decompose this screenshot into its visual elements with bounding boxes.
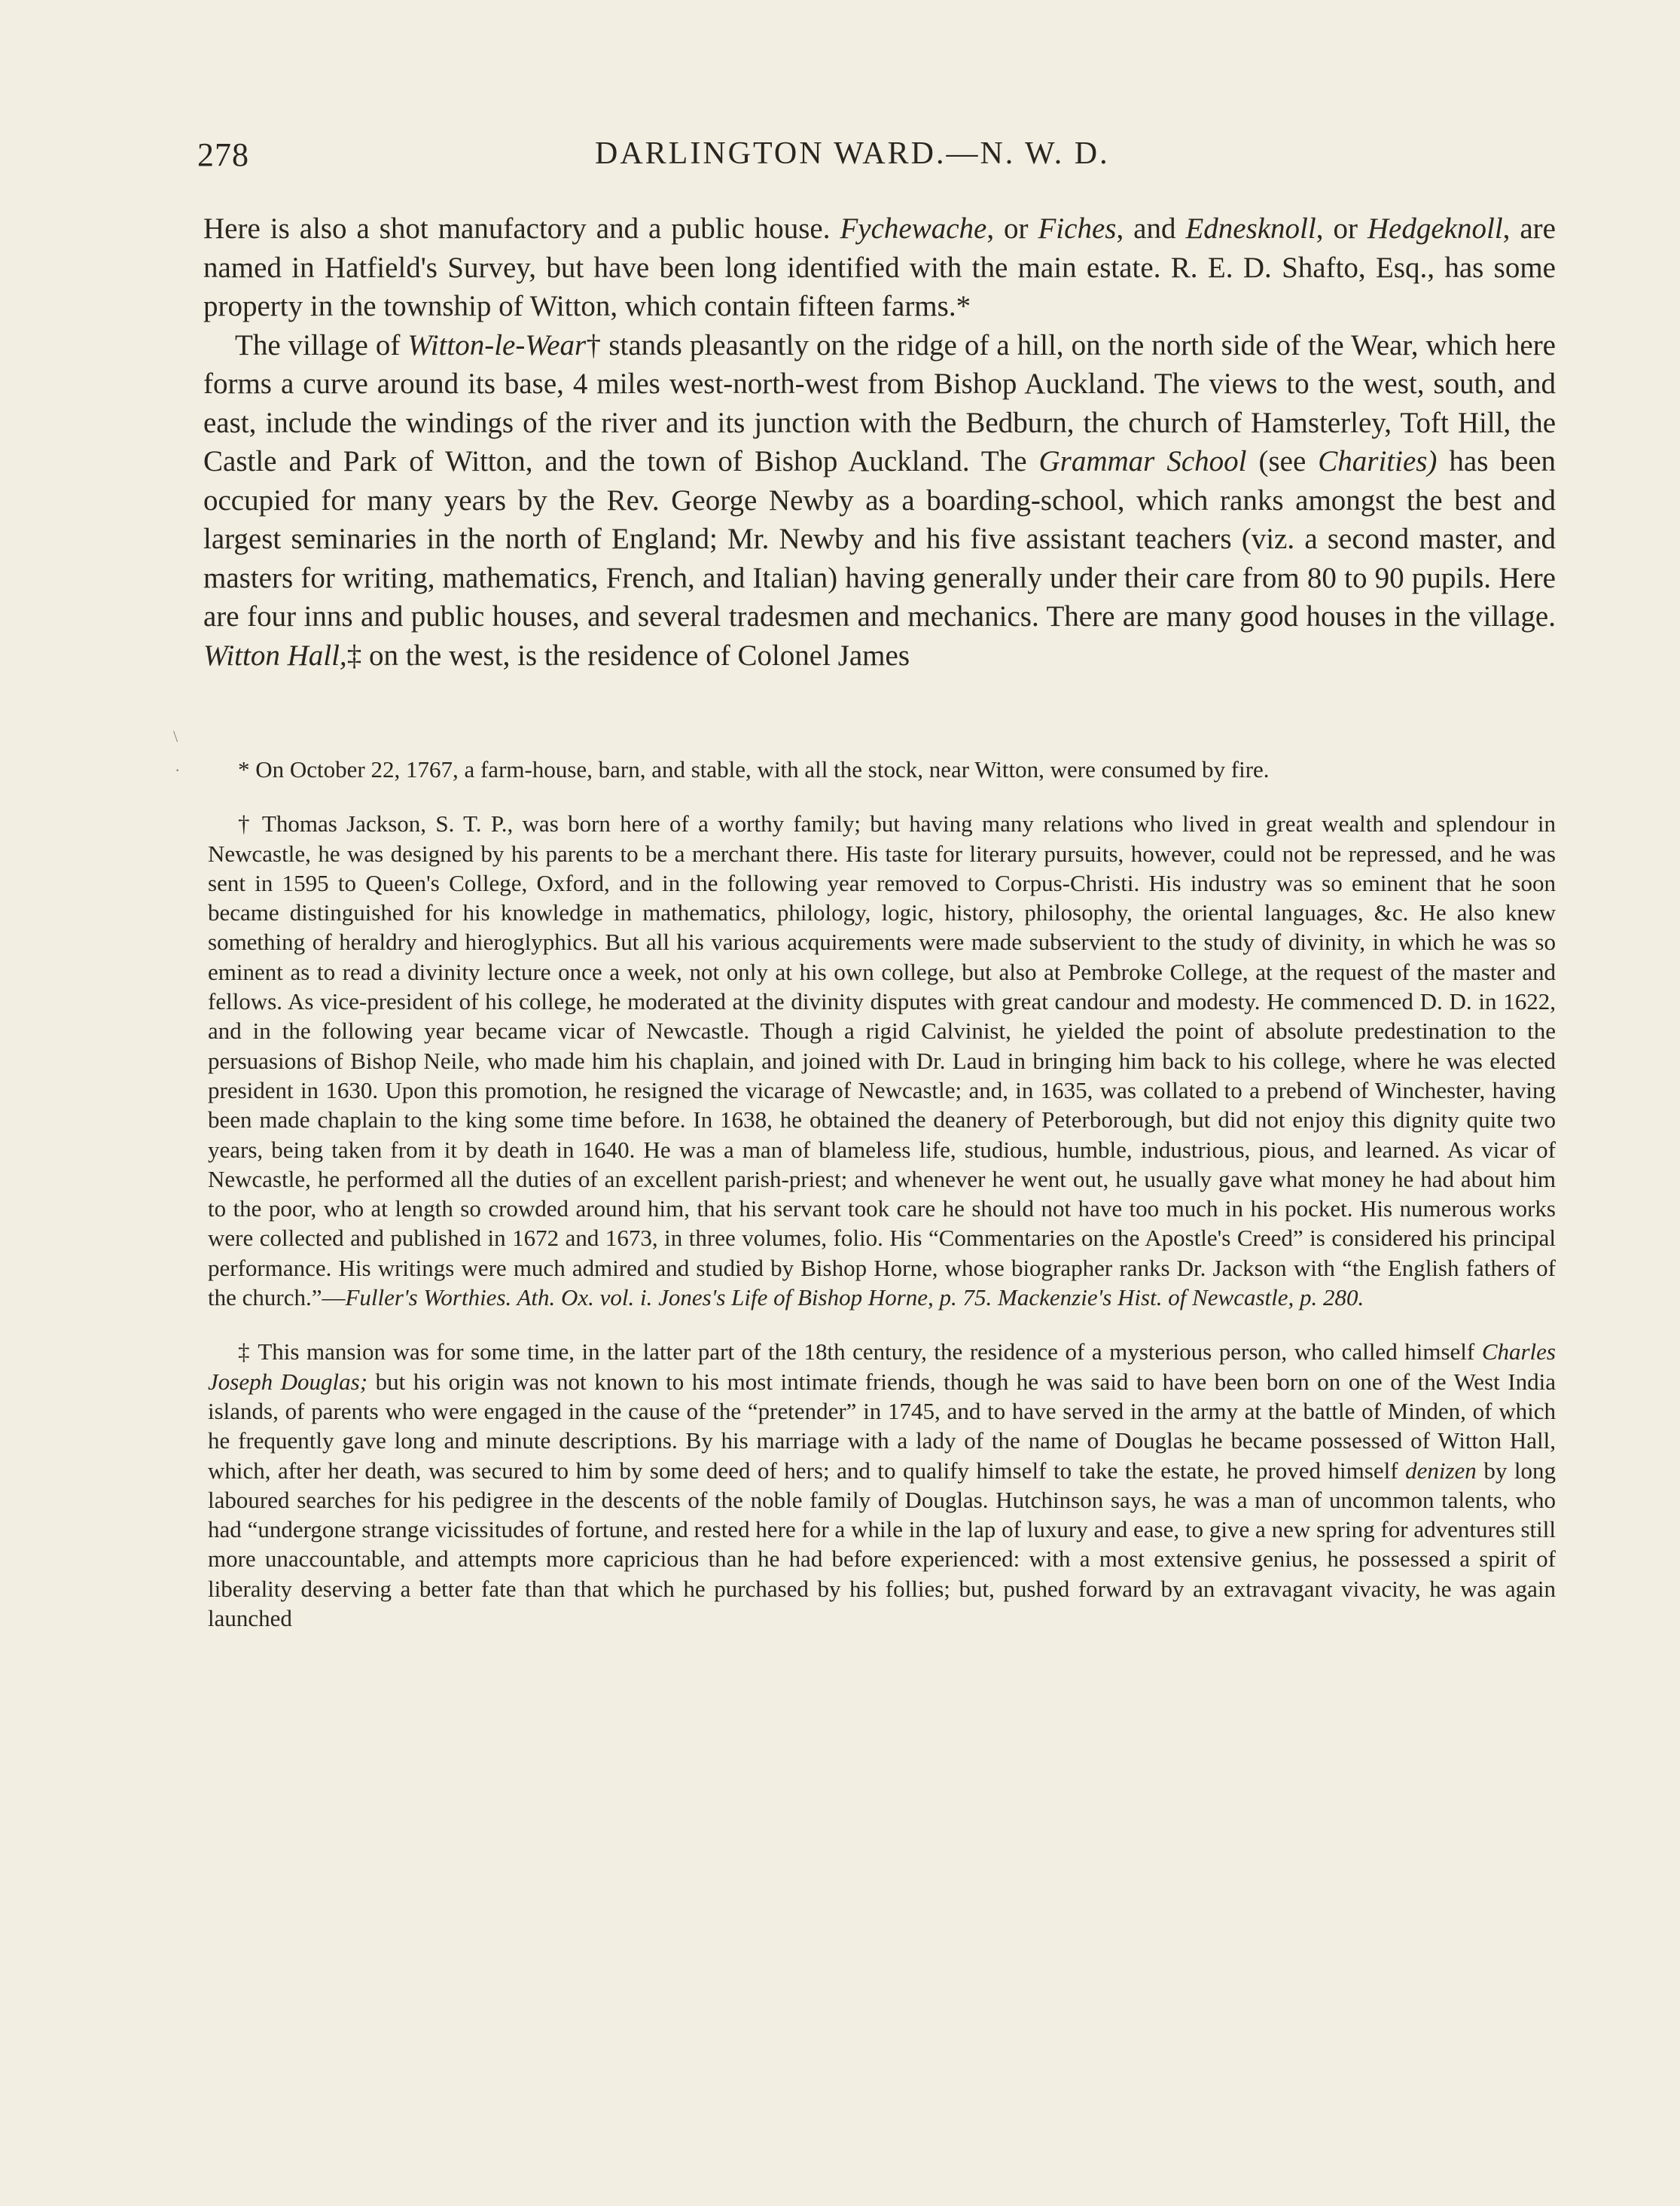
footnote-1: * On October 22, 1767, a farm-house, barn, and stable, with all the stock, near Witton, were consumed by fire. <box>238 756 1270 783</box>
running-head <box>197 136 1553 181</box>
italic-text: Charities) <box>1318 445 1438 478</box>
italic-text: Charles Joseph Douglas; <box>208 1338 1556 1395</box>
italic-text: Witton Hall, <box>203 639 347 672</box>
footnote-2: † Thomas Jackson, S. T. P., was born here of a worthy family; but having many relations who lived in great wealth and splendour in Newcastle, he was designed by his parents to be a merchant there. His taste for literary pursuits, however, could not be repressed, and he was sent in 1595 to Queen's College, Oxford, and in the following year removed to Corpus-Christi. His industry was so eminent that he soon became distinguished for his knowledge in mathematics, philology, logic, history, philosophy, the oriental languages, &c. He also knew something of heraldry and hieroglyphics. But all his various acquirements were made subservient to the study of divinity, in which he was so eminent as to read a divinity lecture once a week, not only at his own college, but also at Pembroke College, at the request of the master and fellows. As vice-president of his college, he moderated at the divinity disputes with great candour and modesty. He commenced D. D. in 1622, and in the following year became vicar of Newcastle. Though a rigid Calvinist, he yielded the point of absolute predestination to the persuasions of Bishop Neile, who made him his chaplain, and joined with Dr. Laud in bringing him back to his college, where he was elected president in 1630. Upon this promotion, he resigned the vicarage of Newcastle; and, in 1635, was collated to a prebend of Winchester, having been made chaplain to the king some time before. In 1638, he obtained the deanery of Peterborough, but did not enjoy this dignity quite two years, being taken from it by death in 1640. He was a man of blameless life, studious, humble, industrious, pious, and learned. As vicar of Newcastle, he performed all the duties of an excellent parish-priest; and whenever he went out, he usually gave what money he had about him to the poor, who at length so crowded around him, that his servant took care he should not have too much in his pocket. His numerous works were collected and published in 1672 and 1673, in three volumes, folio. His “Commentaries on the Apostle's Creed” is considered his principal performance. His writings were much admired and studied by Bishop Horne, whose biographer ranks Dr. Jackson with “the English fathers of the church.”—Fuller's Worthies. Ath. Ox. vol. i. Jones's Life of Bishop Horne, p. 75. Mackenzie's Hist. of Newcastle, p. 280. <box>208 810 1556 1311</box>
italic-text: Fychewache <box>840 212 987 245</box>
main-paragraph-2: The village of Witton-le-Wear† stands pleasantly on the ridge of a hill, on the north side of the Wear, which here forms a curve around its base, 4 miles west-north-west from Bishop Auckland. The views to the west, south, and east, include the windings of the river and its junction with the Bedburn, the church of Hamsterley, Toft Hill, the Castle and Park of Witton, and the town of Bishop Auckland. The Grammar School (see Charities) has been occupied for many years by the Rev. George Newby as a boarding-school, which ranks amongst the best and largest seminaries in the north of England; Mr. Newby and his five assistant teachers (viz. a second master, and masters for writing, mathematics, French, and Italian) having generally under their care from 80 to 90 pupils. Here are four inns and public houses, and several tradesmen and mechanics. There are many good houses in the village. Witton Hall,‡ on the west, is the residence of Colonel James <box>203 328 1556 672</box>
main-text <box>203 209 1556 675</box>
main-paragraph-1: Here is also a shot manufactory and a public house. Fychewache, or Fiches, and Ednesknoll, or Hedgeknoll, are named in Hatfield's Survey, but have been long identified with the main estate. R. E. D. Shafto, Esq., has some property in the township of Witton, which contain fifteen farms.* <box>203 212 1556 322</box>
italic-text: denizen <box>1405 1457 1477 1484</box>
margin-mark: \ <box>173 727 178 746</box>
italic-text: Grammar School <box>1038 445 1247 478</box>
italic-text: Ednesknoll <box>1185 212 1316 245</box>
footnotes <box>208 755 1556 1658</box>
italic-text: Fiches <box>1038 212 1117 245</box>
footnote-3: ‡ This mansion was for some time, in the latter part of the 18th century, the residence of a mysterious person, who called himself Charles Joseph Douglas; but his origin was not known to his most intimate friends, though he was said to have been born on one of the West India islands, of parents who were engaged in the cause of the “pretender” in 1745, and to have served in the army at the battle of Minden, of which he frequently gave long and minute descriptions. By his marriage with a lady of the name of Douglas he became possessed of Witton Hall, which, after her death, was secured to him by some deed of hers; and to qualify himself to take the estate, he proved himself denizen by long laboured searches for his pedigree in the descents of the noble family of Douglas. Hutchinson says, he was a man of uncommon talents, who had “undergone strange vicissitudes of fortune, and rested here for a while in the lap of luxury and ease, to give a new spring for adventures still more unaccountable, and attempts more capricious than he had before experienced: with a most extensive genius, he possessed a spirit of liberality deserving a better fate than that which he purchased by his follies; but, pushed forward by an extravagant vivacity, he was again launched <box>208 1338 1556 1632</box>
page-number: 278 <box>197 136 249 173</box>
italic-text: Witton-le-Wear <box>407 328 587 362</box>
italic-text: Hedgeknoll <box>1367 212 1503 245</box>
page-heading: DARLINGTON WARD.—N. W. D. <box>595 136 1110 171</box>
margin-dot: · <box>175 761 181 780</box>
italic-text: Fuller's Worthies. Ath. Ox. vol. i. Jones's Life of Bishop Horne, p. 75. Mackenzie's Hist. of Newcastle, p. 280. <box>345 1284 1364 1311</box>
